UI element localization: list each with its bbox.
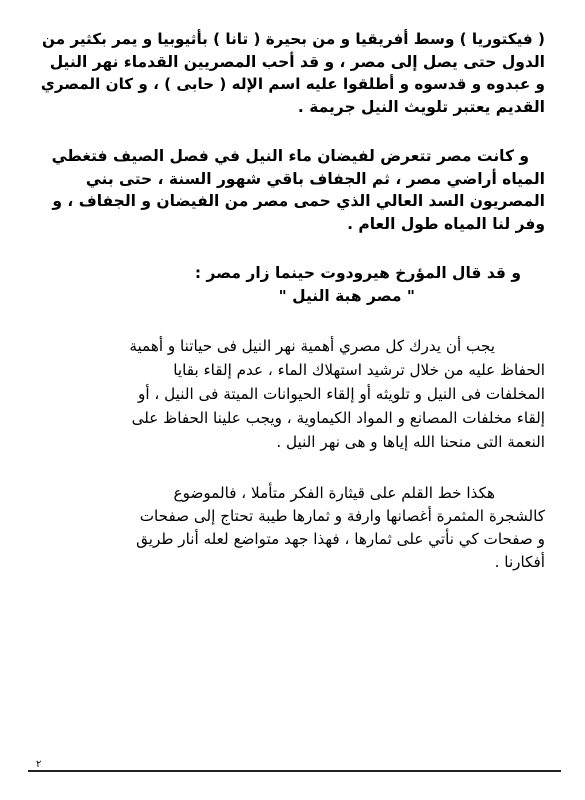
paragraph-herodotus-quote <box>34 262 545 307</box>
paragraph-conclusion <box>34 482 545 574</box>
text-line: هكذا خط القلم على قيثارة الفكر متأملا ، فالموضوع <box>173 484 495 502</box>
paragraph-nile-sources <box>34 28 545 118</box>
text-line: و عبدوه و قدسوه و أطلقوا عليه اسم الإله ( حابى ) ، و كان المصري <box>40 75 545 93</box>
text-line: الدول حتى يصل إلى مصر ، و قد أحب المصريين القدماء نهر النيل <box>49 52 545 71</box>
text-line: المخلفات فى النيل و تلويثه أو إلقاء الحيوانات الميتة فى النيل ، أو <box>138 385 545 403</box>
text-line: أفكارنا . <box>494 553 545 571</box>
text-line: المياه أراضي مصر ، ثم الجفاف باقي شهور السنة ، حتى بني <box>85 169 545 188</box>
text-line: ( فيكتوريا ) وسط أفريقيا و من بحيرة ( تانا ) بأثيوبيا و يمر بكثير من <box>42 30 545 48</box>
footer-divider <box>28 770 561 772</box>
text-line: كالشجرة المثمرة أغصانها وارفة و ثمارها طيبة تحتاج إلى صفحات <box>139 507 545 525</box>
text-line: المصريون السد العالي الذي حمى مصر من الفيضان و الجفاف ، و <box>52 192 545 210</box>
text-line: النعمة التى منحنا الله إياها و هى نهر النيل . <box>276 433 545 451</box>
text-line: و صفحات كي نأتي على ثمارها ، فهذا جهد متواضع لعله أنار طريق <box>136 530 545 548</box>
document-body <box>34 28 545 574</box>
paragraph-flood-and-dam <box>34 145 545 235</box>
paragraph-preserve-nile <box>34 334 545 454</box>
text-line: وفر لنا المياه طول العام . <box>347 214 545 233</box>
text-line: و كانت مصر تتعرض لفيضان ماء النيل في فصل الصيف فتغطي <box>51 147 529 165</box>
text-line: الحفاظ عليه من خلال ترشيد استهلاك الماء ، عدم إلقاء بقايا <box>173 361 545 379</box>
quote-line: " مصر هبة النيل " <box>278 286 415 305</box>
text-line: القديم يعتبر تلويث النيل جريمة . <box>297 97 545 116</box>
text-line: إلقاء مخلفات المصانع و المواد الكيماوية ، ويجب علينا الحفاظ على <box>131 409 545 427</box>
page-number: ٢ <box>36 759 42 770</box>
text-line: يجب أن يدرك كل مصري أهمية نهر النيل فى حياتنا و أهمية <box>129 337 495 355</box>
text-line: و قد قال المؤرخ هيرودوت حينما زار مصر : <box>194 264 521 282</box>
